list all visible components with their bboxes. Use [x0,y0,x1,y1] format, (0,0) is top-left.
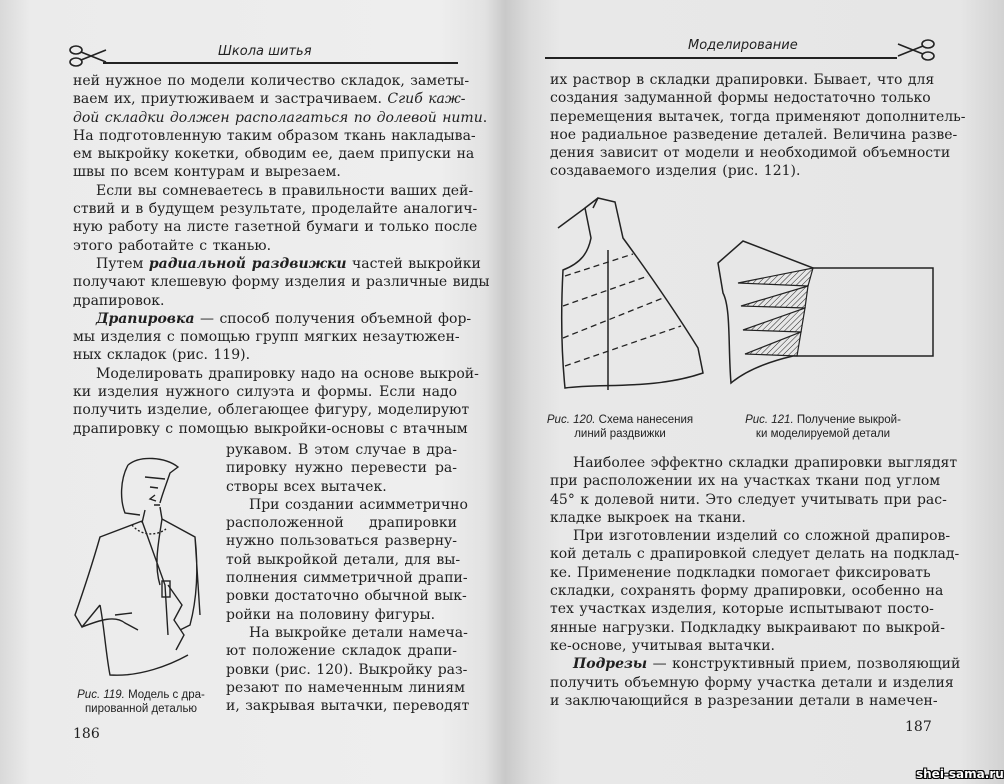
figure-label: Рис. 119. [77,689,125,701]
text-line [73,90,466,108]
text-line [550,454,958,472]
text-run: ке. Применение подкладки помогает фиксировать [550,564,931,581]
text-run: драпировок. [73,292,165,309]
text-run: ем выкройку кокетки, обводим ее, даем припуски на [73,146,475,163]
text-line [73,145,475,163]
text-line [73,255,481,273]
text-line [226,551,461,569]
figure-120-caption [540,413,700,441]
text-line [550,582,944,600]
text-line [226,478,457,496]
caption-text: Получение выкрой- [793,414,901,426]
text-run: ствий и в будущем результате, проделайте аналогич- [73,201,478,218]
text-line [226,624,468,642]
text-run: ваем их, приутюживаем и застрачиваем. [73,91,388,108]
text-line [550,71,935,89]
figure-120-drawing [553,198,708,398]
text-column [73,72,490,438]
text-line [550,126,958,144]
text-line [226,441,457,459]
text-run: ровки (рис. 120). Выкройку раз- [226,661,468,678]
text-run: полнения симметричной драпи- [226,570,468,587]
term-emphasis: Драпировка [96,310,195,327]
text-run: ют положение складок драпи- [226,643,457,660]
text-run: резают по намеченным линиям [226,679,465,696]
text-line [73,237,457,255]
text-line [73,109,488,127]
scissors-icon [896,38,936,62]
text-line [73,346,457,364]
text-run: 45° к долевой нити. Это следует учитывать при рас- [550,491,947,508]
text-line [550,108,966,126]
text-line [550,655,961,673]
scissors-icon [68,44,108,68]
text-run: и заключающийся в разрезании детали в намечен- [550,692,938,709]
text-run: частей выкройки [346,255,481,272]
text-line [73,127,476,145]
text-run: получают клешевую форму изделия и различные виды [73,274,490,291]
caption-text: Модель с дра- [124,689,205,701]
text-run: . [482,109,488,126]
text-line [73,383,457,401]
text-line [550,692,938,710]
text-run: этого работайте с тканью. [73,237,272,254]
text-line [550,527,951,545]
text-line [226,569,468,587]
text-run: кой деталь с драпировкой следует делать на подклад- [550,546,960,563]
figure-121-caption [738,413,908,441]
header-rule [103,62,458,64]
text-line [550,674,954,692]
figure-121-drawing [713,238,938,398]
text-run: их раствор в складки драпировки. Бывает, что для [550,72,935,88]
figure-119-drawing [70,455,210,680]
text-line [550,545,960,563]
text-run: получить изделие, облегающее фигуру, моделируют [73,402,470,419]
text-run: создаваемого изделия (рис. 121). [550,163,801,180]
term-emphasis: радиальной раздвижки [148,255,347,272]
text-run: пировку нужно перевести ра- [226,460,457,477]
text-line [550,162,928,180]
text-line [226,697,470,715]
text-line [550,600,934,618]
page-number: 187 [905,719,932,735]
figure-119-caption [66,688,216,716]
text-run: На подготовленную таким образом ткань накладыва- [73,127,476,144]
text-run: На выкройке детали намеча- [249,624,468,641]
text-line [73,218,478,236]
text-line [226,532,457,550]
text-line [226,514,457,532]
text-run: Путем [96,255,149,272]
text-line [550,637,928,655]
watermark: shei-sama.ru [916,767,1004,781]
text-run: ровки достаточно обычной вык- [226,588,467,605]
caption-text: ки моделируемой детали [755,428,891,440]
term-emphasis: Подрезы [573,656,648,673]
text-line [73,72,470,90]
text-run: ное радиальное разведение деталей. Величина разве- [550,126,958,143]
text-line [73,273,490,291]
text-run: рукавом. В этом случае в дра- [226,442,457,458]
text-run: ную работу на листе газетной бумаги и только после [73,219,478,236]
caption-text: линий раздвижки [574,428,666,440]
caption-text: пированной деталью [84,703,198,715]
text-run: при расположении их на участках ткани под углом [550,473,941,490]
text-run: Если вы сомневаетесь в правильности ваших дей- [96,182,474,199]
text-run: перемещения вытачек, тогда применяют дополнитель- [550,108,966,125]
text-run: расположенной драпировки [226,515,457,532]
text-run: Моделировать драпировку надо на основе выкрой- [96,365,479,382]
text-column [550,454,961,710]
text-line [73,163,457,181]
text-line [73,328,460,346]
running-header: Школа шитья [218,44,312,59]
text-run: Наиболее эффектно складки драпировки выглядят [573,455,958,471]
text-run: швы по всем контурам и вырезаем. [73,164,341,181]
text-run: складки, сохранять форму драпировки, особенно на [550,583,944,600]
text-line [73,310,472,328]
text-line [226,496,468,514]
text-line [226,679,465,697]
italic-text: Сгиб каж- [387,91,466,108]
text-line [550,491,947,509]
text-line [73,365,479,383]
text-run: — способ получения объемной фор- [194,310,472,327]
running-header: Моделирование [688,38,798,53]
text-run: кладке выкроек на ткани. [550,509,746,526]
header-rule [545,57,897,59]
text-line [73,420,468,438]
text-line [550,472,941,490]
text-run: той выкройкой детали, для вы- [226,551,461,568]
text-run: При создании асимметрично [249,496,468,513]
italic-text: дой складки должен располагаться по долевой нити [73,109,483,126]
text-run: нужно пользоваться разверну- [226,533,457,550]
text-run: создания задуманной формы недостаточно только [550,90,931,107]
text-line [226,587,467,605]
text-line [73,401,470,419]
text-line [550,619,945,637]
text-column [550,71,966,181]
text-line [550,144,951,162]
text-line [550,564,931,582]
text-run: ней нужное по модели количество складок, заметы- [73,73,470,89]
text-line [226,459,457,477]
caption-text: Схема нанесения [595,414,694,426]
text-run: янные нагрузки. Подкладку выкраивают по выкрой- [550,619,945,636]
text-line [73,292,457,310]
text-run: ке-основе, учитывая вытачки. [550,637,775,654]
text-run: ки изделия нужного силуэта и формы. Если надо [73,384,457,401]
text-run: мы изделия с помощью групп мягких незаутюжен- [73,329,460,346]
figure-label: Рис. 121. [745,414,794,426]
text-run: и, закрывая вытачки, переводят [226,698,470,715]
text-line [226,606,457,624]
text-run: ных складок (рис. 119). [73,347,251,364]
text-column-narrow [226,441,470,715]
text-line [73,182,474,200]
text-run: створы всех вытачек. [226,478,387,495]
text-run: При изготовлении изделий со сложной драпиров- [573,528,951,545]
text-line [550,89,931,107]
text-line [550,509,928,527]
text-run: тех участках изделия, которые испытывают посто- [550,601,934,618]
text-run: драпировку с помощью выкройки-основы с втачным [73,420,468,437]
text-line [226,642,457,660]
text-line [73,200,478,218]
text-line [226,661,468,679]
text-run: дения зависит от модели и необходимой объемности [550,145,951,162]
figure-label: Рис. 120. [546,414,596,426]
page-number: 186 [73,726,100,742]
text-run: — конструктивный прием, позволяющий [647,656,961,673]
text-run: ройки на половину фигуры. [226,606,436,623]
text-run: получить объемную форму участка детали и изделия [550,674,954,691]
